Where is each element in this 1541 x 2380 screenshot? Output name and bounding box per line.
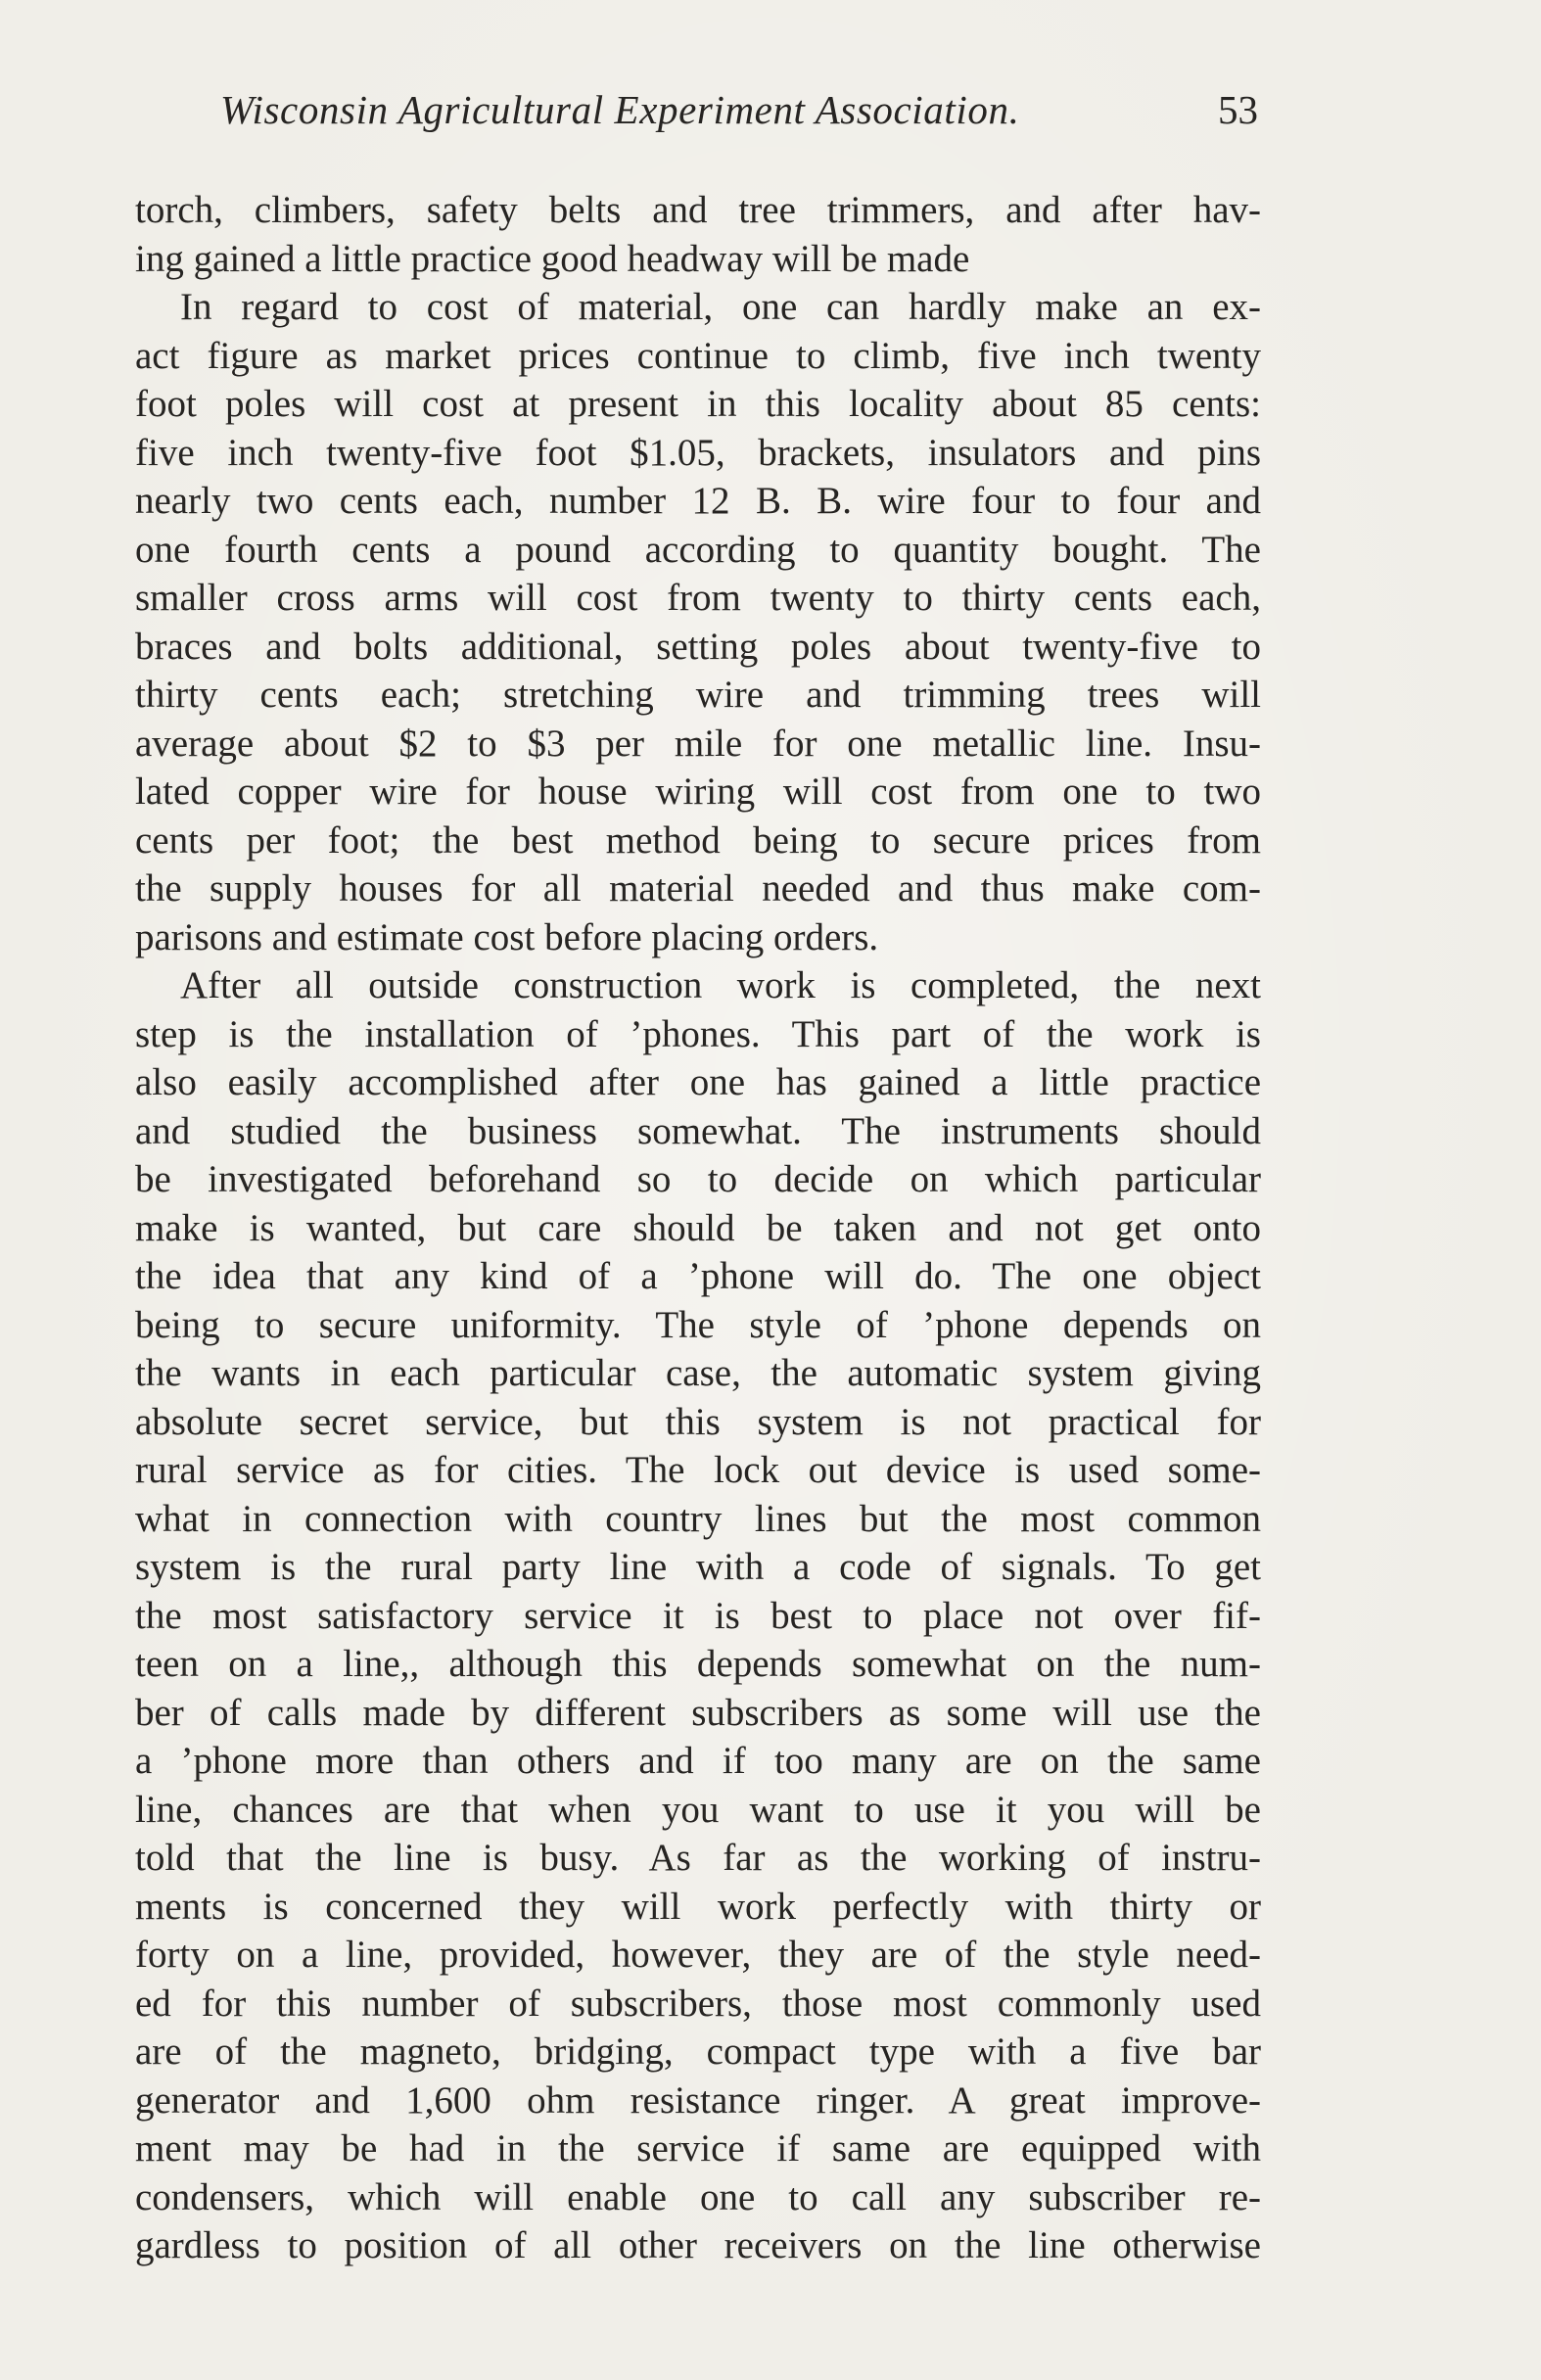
text-line: torch, climbers, safety belts and tree trimmers, and after hav- (135, 189, 1261, 231)
text-line: the wants in each particular case, the automatic system giving (135, 1352, 1261, 1394)
text-line: average about $2 to $3 per mile for one metallic line. Insu- (135, 722, 1261, 765)
text-line: foot poles will cost at present in this locality about 85 cents: (135, 383, 1261, 425)
text-line: the idea that any kind of a ’phone will do. The one object (135, 1255, 1261, 1297)
text-line: one fourth cents a pound according to quantity bought. The (135, 528, 1261, 571)
text-line: thirty cents each; stretching wire and trimming trees will (135, 674, 1261, 716)
text-line: ment may be had in the service if same are equipped with (135, 2127, 1261, 2170)
text-line: ber of calls made by different subscribers as some will use the (135, 1691, 1261, 1734)
text-line: smaller cross arms will cost from twenty to thirty cents each, (135, 577, 1261, 619)
body-text (135, 186, 1261, 2270)
text-line: parisons and estimate cost before placing orders. (135, 915, 879, 958)
text-line: lated copper wire for house wiring will cost from one to two (135, 770, 1261, 813)
text-line: make is wanted, but care should be taken and not get onto (135, 1206, 1261, 1249)
text-line: a ’phone more than others and if too many are on the same (135, 1740, 1261, 1782)
text-line: being to secure uniformity. The style of ’phone depends on (135, 1303, 1261, 1346)
text-line: also easily accomplished after one has gained a little practice (135, 1061, 1261, 1103)
text-line: generator and 1,600 ohm resistance ringer. A great improve- (135, 2078, 1261, 2122)
page-number: 53 (1218, 87, 1258, 132)
text-line: forty on a line, provided, however, they are of the style need- (135, 1934, 1261, 1976)
text-line: be investigated beforehand so to decide on which particular (135, 1158, 1261, 1200)
text-line: braces and bolts additional, setting poles about twenty-five to (135, 625, 1261, 668)
text-line: the supply houses for all material needed and thus make com- (135, 867, 1261, 910)
text-line: teen on a line,, although this depends somewhat on the num- (135, 1643, 1261, 1685)
text-line: After all outside construction work is completed, the next (180, 964, 1261, 1006)
text-line: act figure as market prices continue to climb, five inch twenty (135, 334, 1261, 377)
text-line: In regard to cost of material, one can hardly make an ex- (180, 286, 1261, 328)
text-line: system is the rural party line with a code of signals. To get (135, 1546, 1261, 1588)
text-line: are of the magneto, bridging, compact type with a five bar (135, 2030, 1261, 2073)
page-header (220, 86, 1258, 145)
text-line: told that the line is busy. As far as the working of instru- (135, 1837, 1261, 1879)
text-line: ed for this number of subscribers, those most commonly used (135, 1982, 1261, 2025)
text-line: step is the installation of ’phones. This part of the work is (135, 1012, 1261, 1055)
text-line: ments is concerned they will work perfectly with thirty or (135, 1885, 1261, 1928)
text-line: line, chances are that when you want to use it you will be (135, 1788, 1261, 1831)
text-line: what in connection with country lines but the most common (135, 1497, 1261, 1540)
text-line: gardless to position of all other receivers on the line otherwise (135, 2224, 1261, 2266)
text-line: cents per foot; the best method being to secure prices from (135, 818, 1261, 862)
text-line: condensers, which will enable one to call any subscriber re- (135, 2175, 1261, 2218)
text-line: nearly two cents each, number 12 B. B. wire four to four and (135, 480, 1261, 522)
text-line: five inch twenty-five foot $1.05, brackets, insulators and pins (135, 431, 1261, 474)
text-line: absolute secret service, but this system is not practical for (135, 1400, 1261, 1443)
running-title: Wisconsin Agricultural Experiment Association. (220, 87, 1020, 132)
text-line: and studied the business somewhat. The instruments should (135, 1109, 1261, 1152)
text-line: the most satisfactory service it is best to place not over fif- (135, 1594, 1261, 1637)
text-line: rural service as for cities. The lock out device is used some- (135, 1449, 1261, 1491)
text-line: ing gained a little practice good headway will be made (135, 237, 970, 280)
